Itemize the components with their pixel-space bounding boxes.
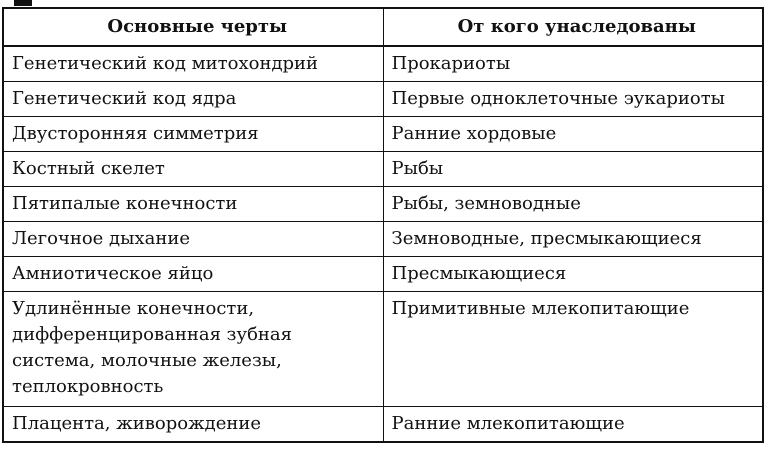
trait-cell: Костный скелет [3,152,383,187]
trait-cell: Плацента, живорождение [3,407,383,443]
table-row [3,187,763,222]
trait-cell: Двусторонняя симметрия [3,117,383,152]
table-row [3,222,763,257]
inherited-from-cell: Рыбы, земноводные [383,187,763,222]
corner-mark [14,0,32,6]
header-main-traits: Основные черты [3,8,383,46]
table-row [3,46,763,82]
table-row [3,257,763,292]
trait-cell: Генетический код ядра [3,82,383,117]
trait-cell: Легочное дыхание [3,222,383,257]
table-header-row [3,8,763,46]
table-row [3,82,763,117]
table-row [3,292,763,407]
inherited-from-cell: Рыбы [383,152,763,187]
trait-cell: Удлинённые конечности, дифференцированная зубная система, молочные железы, теплокровность [3,292,383,407]
header-inherited-from: От кого унаследованы [383,8,763,46]
inherited-from-cell: Земноводные, пресмыкающиеся [383,222,763,257]
trait-cell: Амниотическое яйцо [3,257,383,292]
trait-cell: Генетический код митохондрий [3,46,383,82]
inherited-from-cell: Примитивные млекопитающие [383,292,763,407]
traits-table [2,7,764,443]
table-row [3,152,763,187]
inherited-from-cell: Прокариоты [383,46,763,82]
inherited-from-cell: Первые одноклеточные эукариоты [383,82,763,117]
table-row [3,117,763,152]
trait-cell: Пятипалые конечности [3,187,383,222]
table-row [3,407,763,443]
inherited-from-cell: Ранние млекопитающие [383,407,763,443]
inherited-from-cell: Ранние хордовые [383,117,763,152]
inherited-from-cell: Пресмыкающиеся [383,257,763,292]
